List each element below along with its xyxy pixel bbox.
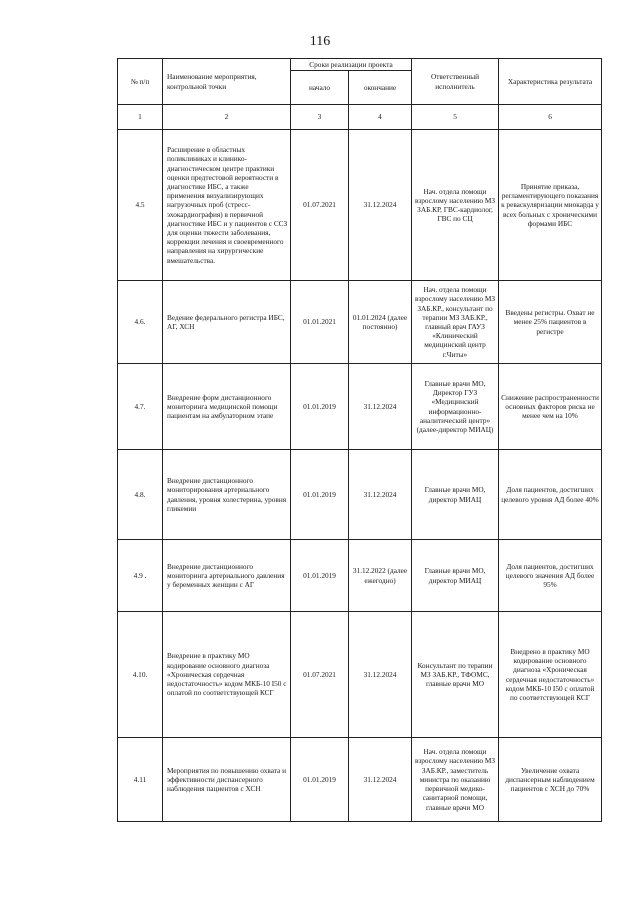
row-responsible: Нач. отдела помощи взрослому населению МЗ ЗАБ.КР., консультант по терапии МЗ ЗАБ.КР., главный врач ГАУЗ «Клинический медицинский центр г.Читы» — [412, 281, 499, 364]
row-number: 4.7. — [118, 364, 163, 450]
header-end: окончание — [349, 71, 412, 105]
row-responsible: Нач. отдела помощи взрослому населению МЗ ЗАБ.КР, ГВС-кардиолог, ГВС по СЦ — [412, 130, 499, 281]
row-responsible: Консультант по терапии МЗ ЗАБ.КР., ТФОМС, главные врачи МО — [412, 612, 499, 738]
row-result: Доля пациентов, достигших целевого значения АД более 95% — [499, 540, 602, 612]
row-end: 31.12.2024 — [349, 738, 412, 822]
row-name: Внедрение форм дистанционного мониторинга медицинской помощи пациентам на амбулаторном этапе — [163, 364, 291, 450]
row-name: Расширение в областных поликлиниках и клинико-диагностическом центре практики оценки предтестовой вероятности в диагностике ИБС, а также применения визуализирующих нагрузочных проб (стресс-эхокардиография) в первичной диагностике ИБС и у пациентов с ССЗ для оценки тяжести заболевания, коррекции лечения и своевременного направления на хирургические вмешательства. — [163, 130, 291, 281]
row-number: 4.10. — [118, 612, 163, 738]
row-name: Внедрение в практику МО кодирование основного диагноза «Хроническая сердечная недостаточность» кодом МКБ-10 I50 с оплатой по соответствующей КСГ — [163, 612, 291, 738]
column-index: 5 — [412, 105, 499, 130]
row-number: 4.8. — [118, 450, 163, 540]
row-number: 4.11 — [118, 738, 163, 822]
measures-table — [117, 58, 602, 822]
row-number: 4.6. — [118, 281, 163, 364]
column-index: 3 — [291, 105, 349, 130]
row-end: 01.01.2024 (далее постоянно) — [349, 281, 412, 364]
header-number: № п/п — [118, 59, 163, 105]
header-result: Характеристика результата — [499, 59, 602, 105]
table-row — [118, 281, 602, 364]
row-start: 01.01.2021 — [291, 281, 349, 364]
row-result: Доля пациентов, достигших целевого уровня АД более 40% — [499, 450, 602, 540]
row-start: 01.07.2021 — [291, 130, 349, 281]
header-start: начало — [291, 71, 349, 105]
page-number: 116 — [309, 34, 331, 49]
row-name: Внедрение дистанционного мониторирования артериального давления, уровня холестерина, уровня гликемии — [163, 450, 291, 540]
header-responsible: Ответственный исполнитель — [412, 59, 499, 105]
row-start: 01.01.2019 — [291, 738, 349, 822]
row-responsible: Главные врачи МО, директор МИАЦ — [412, 540, 499, 612]
column-index: 4 — [349, 105, 412, 130]
row-start: 01.07.2021 — [291, 612, 349, 738]
row-end: 31.12.2024 — [349, 364, 412, 450]
table-row — [118, 738, 602, 822]
row-name: Внедрение дистанционного мониторинга артериального давления у беременных женщин с АГ — [163, 540, 291, 612]
row-result: Увеличение охвата диспансерным наблюдением пациентов с ХСН до 70% — [499, 738, 602, 822]
row-start: 01.01.2019 — [291, 450, 349, 540]
row-end: 31.12.2024 — [349, 130, 412, 281]
column-index: 6 — [499, 105, 602, 130]
row-result: Введены регистры. Охват не менее 25% пациентов в регистре — [499, 281, 602, 364]
row-result: Принятие приказа, регламентирующего показания к реваскуляризации миокарда у всех больных с хроническими формами ИБС — [499, 130, 602, 281]
row-result: Снижение распространенности основных факторов риска не менее чем на 10% — [499, 364, 602, 450]
row-name: Мероприятия по повышению охвата и эффективности диспансерного наблюдения пациентов с ХСН — [163, 738, 291, 822]
row-responsible: Главные врачи МО, директор МИАЦ — [412, 450, 499, 540]
row-responsible: Главные врачи МО, Директор ГУЗ «Медицинский информационно-аналитический центр» (далее-директор МИАЦ) — [412, 364, 499, 450]
column-index: 1 — [118, 105, 163, 130]
column-index: 2 — [163, 105, 291, 130]
table-row — [118, 612, 602, 738]
row-name: Ведение федерального регистра ИБС, АГ, ХСН — [163, 281, 291, 364]
row-end: 31.12.2024 — [349, 612, 412, 738]
row-start: 01.01.2019 — [291, 540, 349, 612]
row-number: 4.5 — [118, 130, 163, 281]
row-responsible: Нач. отдела помощи взрослому населению МЗ ЗАБ.КР., заместитель министра по оказанию первичной медико-санитарной помощи, главные врачи МО — [412, 738, 499, 822]
header-name: Наименование мероприятия, контрольной точки — [163, 59, 291, 105]
header-period: Сроки реализации проекта — [291, 59, 412, 71]
row-end: 31.12.2022 (далее ежегодно) — [349, 540, 412, 612]
table-row — [118, 450, 602, 540]
row-number: 4.9 . — [118, 540, 163, 612]
table-row — [118, 130, 602, 281]
table-row — [118, 540, 602, 612]
table-row — [118, 364, 602, 450]
row-result: Внедрено в практику МО кодирование основного диагноза «Хроническая сердечная недостаточность» кодом МКБ-10 I50 с оплатой по соответствующей КСГ — [499, 612, 602, 738]
row-start: 01.01.2019 — [291, 364, 349, 450]
row-end: 31.12.2024 — [349, 450, 412, 540]
